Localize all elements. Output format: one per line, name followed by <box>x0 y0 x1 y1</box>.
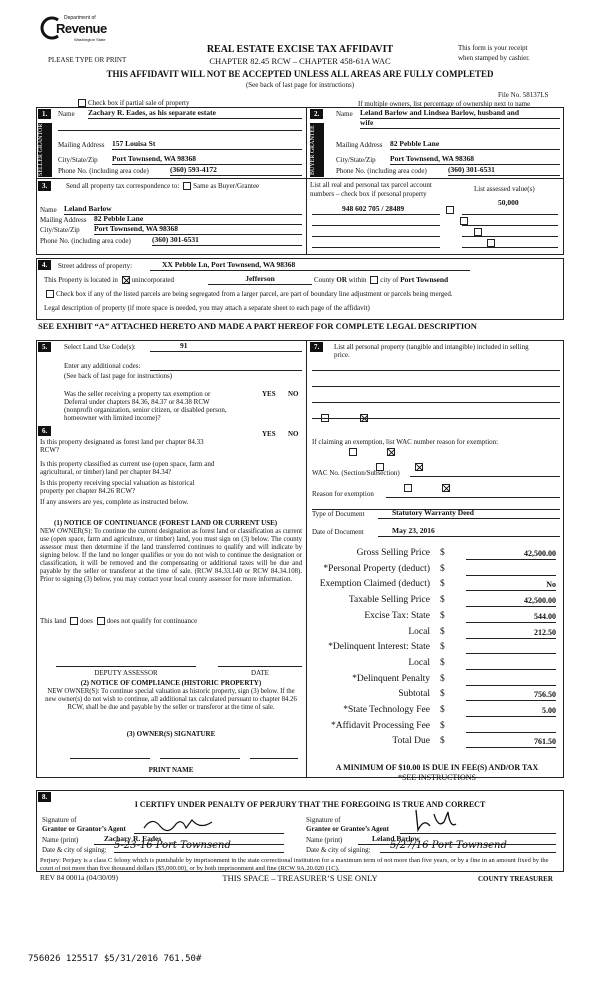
document-date[interactable]: May 23, 2016 <box>378 527 560 537</box>
personal-property-line-2: price. <box>334 351 350 360</box>
grantor-date-city[interactable]: 5-23-16 Port Townsend <box>114 840 284 853</box>
deputy-assessor-label: DEPUTY ASSESSOR <box>94 669 158 677</box>
notice-compliance-text: NEW OWNER(S): To continue special valuation as historic property, sign (3) below. If the new owner(s) do not wish to continue, all additional tax calculated pursuant to chapter 84.26 RCW, shall be due and payable by the seller or transferor at the time of sale. <box>45 688 297 712</box>
unincorporated-checkbox[interactable] <box>122 276 130 284</box>
street-address-label: Street address of property: <box>58 262 133 270</box>
buyer-grantee-label: BUYER GRANTEE <box>310 123 324 177</box>
tax-row-value[interactable] <box>466 659 556 670</box>
see-back-note: (See back of last page for instructions) <box>245 81 355 89</box>
s5-yes-header: YES <box>262 390 276 398</box>
tax-row-currency: $ <box>440 579 445 590</box>
parcel-personal-checkbox-3[interactable] <box>474 228 482 236</box>
notice-compliance-title: (2) NOTICE OF COMPLIANCE (HISTORIC PROPERTY) <box>80 679 262 687</box>
grantee-signature-of: Signature of <box>306 816 341 824</box>
assessed-value-1[interactable]: 50,000 <box>498 198 519 207</box>
seller-phone[interactable]: (360) 593-4172 <box>170 166 302 176</box>
grantee-printed-name[interactable]: Leland Barlow <box>358 835 556 845</box>
section5-see-back: (See back of last page for instructions) <box>64 372 173 380</box>
does-qualify-checkbox[interactable] <box>70 617 78 625</box>
city-name[interactable]: Port Townsend <box>400 275 449 284</box>
tax-row-currency: $ <box>440 673 445 684</box>
tax-row-value[interactable] <box>466 722 556 733</box>
section-7-number: 7. <box>310 342 323 352</box>
tax-row-label: Local <box>408 626 430 637</box>
location-row <box>44 276 174 284</box>
buyer-city-label: City/State/Zip <box>336 156 376 164</box>
tax-row-value[interactable]: 42,500.00 <box>466 549 556 560</box>
grantor-printed-name[interactable]: Zachary R. Eades <box>94 835 284 845</box>
county-label: County <box>314 276 335 284</box>
grantor-signature-icon <box>142 814 222 836</box>
tax-row-label: *State Technology Fee <box>343 705 430 715</box>
grantor-date-city-label: Date & city of signing: <box>42 846 107 854</box>
tax-row-value[interactable]: 544.00 <box>466 612 556 623</box>
exhibit-statement: SEE EXHIBIT “A” ATTACHED HERETO AND MADE A PART HEREOF FOR COMPLETE LEGAL DESCRIPTION <box>38 321 477 331</box>
form-chapter: CHAPTER 82.45 RCW – CHAPTER 458-61A WAC <box>209 56 391 66</box>
seller-phone-label: Phone No. (including area code) <box>58 167 149 175</box>
tax-row-currency: $ <box>440 736 445 747</box>
parcel-personal-checkbox-2[interactable] <box>460 217 468 225</box>
exemption-q-line-4: homeowner with limited income)? <box>64 414 161 423</box>
correspondence-row <box>66 182 259 190</box>
logo-top: Department of <box>64 15 96 21</box>
segregated-row <box>44 290 559 298</box>
tax-row-currency: $ <box>440 642 445 653</box>
street-address[interactable]: XX Pebble Ln, Port Townsend, WA 98368 <box>150 261 470 271</box>
buyer-name-line-2[interactable]: wife <box>360 119 560 129</box>
county-treasurer-label: COUNTY TREASURER <box>478 875 553 883</box>
historic-q-line-1: Is this property receiving special valuation as historical <box>40 479 195 487</box>
current-use-q-line-2: agricultural, or timber) land per chapter 84.34? <box>40 468 172 477</box>
tax-row-currency: $ <box>440 610 445 621</box>
s3-phone-label: Phone No. (including area code) <box>40 237 131 245</box>
receipt-note-1: This form is your receipt <box>458 44 528 52</box>
segregated-label: Check box if any of the listed parcels are being segregated from a larger parcel, are part of boundary line adjustment or parcels being merged. <box>56 290 453 298</box>
s6-no-header: NO <box>288 430 299 438</box>
partial-sale-label: Check box if partial sale of property <box>88 99 190 107</box>
print-name-label: PRINT NAME <box>148 766 194 774</box>
section-6-number: 6. <box>38 426 51 436</box>
tax-row-value[interactable] <box>466 643 556 654</box>
forest-question <box>40 438 258 454</box>
grantee-signature-icon <box>410 808 460 834</box>
minimum-due-note: A MINIMUM OF $10.00 IS DUE IN FEE(S) AND/OR TAX <box>335 763 539 772</box>
buyer-name-label: Name <box>336 110 353 118</box>
file-number: File No. 58137LS <box>498 91 549 99</box>
buyer-mailing-label: Mailing Address <box>336 141 383 149</box>
revenue-logo <box>38 14 108 48</box>
forest-q-line-2: RCW? <box>40 446 60 455</box>
seller-name[interactable]: Zachary R. Eades, as his separate estate <box>88 109 302 119</box>
tax-row-label: Total Due <box>392 736 430 747</box>
grantor-signature-of: Signature of <box>42 816 77 824</box>
does-not-label: does not qualify for continuance <box>106 617 198 625</box>
personal-property-line-1: List all personal property (tangible and intangible) included in selling <box>334 343 529 351</box>
qualify-row <box>40 617 197 625</box>
forest-no-checkbox[interactable] <box>387 448 395 456</box>
s3-name-label: Name <box>40 206 57 214</box>
tax-row-currency: $ <box>440 720 445 731</box>
tax-row-value[interactable] <box>466 565 556 576</box>
form-title: REAL ESTATE EXCISE TAX AFFIDAVIT <box>206 44 394 55</box>
receipt-note-2: when stamped by cashier. <box>458 54 530 62</box>
logo-main: Revenue <box>56 21 107 36</box>
s6-yes-header: YES <box>262 430 276 438</box>
tax-row-value[interactable] <box>466 675 556 686</box>
tax-row-label: Taxable Selling Price <box>348 595 430 606</box>
exemption-question <box>64 390 259 422</box>
notice-continuance-text: NEW OWNER(S): To continue the current designation as forest land or classification as current use (open space, farm and agriculture, or timber) land, you must sign on (3) below. The county assessor must then determine if the land transferred continues to qualify and will indicate by signing below. If the land no longer qualifies or you do not wish to continue the designation or classification, it will be removed and the compensating or additional taxes will be due and payable by the seller or transferor at the time of sale. (RCW 84.33.140 or RCW 84.34.108). Prior to signing (3) below, you may contact your local county assessor for more information. <box>40 528 302 584</box>
tax-row-label: *Delinquent Penalty <box>352 673 430 684</box>
county-name[interactable]: Jefferson <box>208 275 312 285</box>
tax-row-label: *Personal Property (deduct) <box>323 563 430 574</box>
tax-row-currency: $ <box>440 689 445 700</box>
grantor-agent-label: Grantor or Grantor’s Agent <box>42 825 126 833</box>
tax-row-value[interactable]: 756.50 <box>466 690 556 701</box>
notice-continuance-title: (1) NOTICE OF CONTINUANCE (FOREST LAND OR CURRENT USE) <box>54 519 278 527</box>
s3-mailing-label: Mailing Address <box>40 216 87 224</box>
forest-q-line-1: Is this property designated as forest land per chapter 84.33 <box>40 438 204 446</box>
segregated-checkbox[interactable] <box>46 290 54 298</box>
tax-row-value[interactable]: 5.00 <box>466 706 556 717</box>
buyer-phone-label: Phone No. (including area code) <box>336 167 427 175</box>
county-city-row <box>314 276 448 285</box>
within-label: within <box>348 276 367 284</box>
tax-row-currency: $ <box>440 595 445 606</box>
this-land-label: This land <box>40 617 67 625</box>
same-as-buyer-label: Same as Buyer/Grantee <box>193 182 260 190</box>
historic-yes-checkbox[interactable] <box>404 484 412 492</box>
s3-mailing[interactable]: 82 Pebble Lane <box>94 215 302 225</box>
logo-sub: Washington State <box>74 37 106 42</box>
tax-row-label: *Affidavit Processing Fee <box>330 720 430 731</box>
exemption-reason-label: Reason for exemption <box>312 490 374 498</box>
tax-row-label: Local <box>408 657 430 668</box>
parcel-personal-checkbox-4[interactable] <box>487 239 495 247</box>
tax-row-label: Exemption Claimed (deduct) <box>319 579 430 590</box>
buyer-name-line-1[interactable]: Leland Barlow and Lindsea Barlow, husband and <box>360 109 560 119</box>
assessed-value-label: List assessed value(s) <box>474 185 535 193</box>
current-use-question <box>40 460 258 476</box>
seller-grantor-label: SELLER GRANTOR <box>38 123 52 177</box>
city-of-label: city of <box>380 276 399 284</box>
section-2-number: 2. <box>310 109 323 119</box>
s3-name[interactable]: Leland Barlow <box>64 205 302 215</box>
document-date-label: Date of Document <box>312 528 364 536</box>
s3-city-label: City/State/Zip <box>40 226 80 234</box>
land-use-code[interactable]: 91 <box>150 342 302 352</box>
warning-text: THIS AFFIDAVIT WILL NOT BE ACCEPTED UNLESS ALL AREAS ARE FULLY COMPLETED <box>106 69 494 79</box>
section-3-number: 3. <box>38 181 51 191</box>
current-use-q-line-1: Is this property classified as current use (open space, farm and <box>40 460 215 468</box>
tax-row-currency: $ <box>440 657 445 668</box>
located-label: This Property is located in <box>44 276 118 284</box>
send-correspondence-label: Send all property tax correspondence to: <box>66 182 180 190</box>
exemption-q-line-2: Deferral under chapters 84.36, 84.37 or 84.38 RCW <box>64 398 210 407</box>
tax-row-value[interactable]: 42,500.00 <box>466 596 556 607</box>
treasurer-use-label: THIS SPACE – TREASURER’S USE ONLY <box>222 873 378 883</box>
tax-row-label: Excise Tax: State <box>364 610 430 621</box>
city-checkbox[interactable] <box>370 276 378 284</box>
buyer-city[interactable]: Port Townsend, WA 98368 <box>390 155 560 165</box>
section-8-number: 8. <box>38 792 51 802</box>
tax-row-value[interactable]: 761.50 <box>466 737 556 748</box>
perjury-notice: Perjury: Perjury is a class C felony which is punishable by imprisonment in the state correctional institution for a maximum term of not more than five years, or by a fine in an amount fixed by the court of not more than five thousand dollars ($5,000.00), or by both imprisonment and fine (RCW 9A.20.020 (1C). <box>40 857 549 872</box>
tax-row-label: Gross Selling Price <box>356 548 430 558</box>
tax-row-currency: $ <box>440 626 445 637</box>
certify-statement: I CERTIFY UNDER PENALTY OF PERJURY THAT THE FOREGOING IS TRUE AND CORRECT <box>134 800 486 809</box>
historic-no-checkbox[interactable] <box>442 484 450 492</box>
grantor-name-print-label: Name (print) <box>42 836 79 844</box>
seller-mailing[interactable]: 157 Louisa St <box>112 140 302 150</box>
grantee-date-city-label: Date & city of signing: <box>306 846 371 854</box>
if-yes-instruction: If any answers are yes, complete as instructed below. <box>40 498 189 506</box>
section-1-number: 1. <box>38 109 51 119</box>
unincorporated-label: unincorporated <box>131 276 175 284</box>
deputy-date-label: DATE <box>251 669 269 677</box>
s3-city[interactable]: Port Townsend, WA 98368 <box>94 225 302 235</box>
wac-number-label: WAC No. (Section/Subsection) <box>312 469 400 477</box>
or-label: OR <box>336 276 347 284</box>
section-4-number: 4. <box>38 260 51 270</box>
does-label: does <box>80 617 93 625</box>
same-as-buyer-checkbox[interactable] <box>183 182 191 190</box>
buyer-phone[interactable]: (360) 301-6531 <box>448 166 560 176</box>
document-type-label: Type of Document <box>312 510 365 518</box>
wac-claim-label: If claiming an exemption, list WAC number reason for exemption: <box>312 438 499 446</box>
current-use-no-checkbox[interactable] <box>415 463 423 471</box>
tax-row-value[interactable]: No <box>466 580 556 591</box>
seller-city-label: City/State/Zip <box>58 156 98 164</box>
tax-row-currency: $ <box>440 705 445 715</box>
see-instructions-note: *SEE INSTRUCTIONS <box>397 773 476 782</box>
tax-row-value[interactable]: 212.50 <box>466 628 556 639</box>
parcel-number-1[interactable]: 948 602 705 / 28489 <box>342 204 405 213</box>
tax-row-currency: $ <box>440 548 445 558</box>
grantee-date-city[interactable]: 5/27/16 Port Townsend <box>380 840 556 853</box>
land-use-label: Select Land Use Code(s): <box>64 343 136 351</box>
treasurer-stamp: 756026 125517 $5/31/2016 761.50# <box>28 954 202 964</box>
seller-mailing-label: Mailing Address <box>58 141 105 149</box>
exemption-q-line-1: Was the seller receiving a property tax exemption or <box>64 390 211 398</box>
tax-row-currency: $ <box>440 563 445 574</box>
form-revision: REV 84 0001a (04/30/09) <box>40 873 118 882</box>
forest-yes-checkbox[interactable] <box>349 448 357 456</box>
parcel-list-label-1: List all real and personal tax parcel account <box>310 181 432 189</box>
additional-codes-label: Enter any additional codes: <box>64 362 141 370</box>
section-5-number: 5. <box>38 342 51 352</box>
document-type[interactable]: Statutory Warranty Deed <box>378 509 560 519</box>
grantee-name-print-label: Name (print) <box>306 836 343 844</box>
does-not-qualify-checkbox[interactable] <box>97 617 105 625</box>
legal-description-label: Legal description of property (if more space is needed, you may attach a separate sheet to each page of the affidavit) <box>44 304 370 312</box>
seller-name-label: Name <box>58 110 75 118</box>
s3-phone[interactable]: (360) 301-6531 <box>152 236 302 246</box>
seller-city[interactable]: Port Townsend, WA 98368 <box>112 155 302 165</box>
multiple-owners-note: If multiple owners, list percentage of ownership next to name <box>358 100 531 108</box>
parcel-personal-checkbox-1[interactable] <box>446 206 454 214</box>
tax-row-label: Subtotal <box>398 689 430 700</box>
buyer-mailing[interactable]: 82 Pebble Lane <box>390 140 560 150</box>
personal-property-label <box>334 343 560 359</box>
tax-row-label: *Delinquent Interest: State <box>328 642 430 653</box>
exemption-q-line-3: (nonprofit organization, senior citizen, or disabled person, <box>64 406 227 415</box>
please-type: PLEASE TYPE OR PRINT <box>48 56 127 64</box>
s5-no-header: NO <box>288 390 299 398</box>
grantee-agent-label: Grantee or Grantee’s Agent <box>306 825 390 833</box>
historic-q-line-2: property per chapter 84.26 RCW? <box>40 487 136 496</box>
historic-question <box>40 479 258 495</box>
parcel-list-label-2: numbers – check box if personal property <box>310 190 427 198</box>
owner-signature-label: (3) OWNER(S) SIGNATURE <box>126 730 216 738</box>
